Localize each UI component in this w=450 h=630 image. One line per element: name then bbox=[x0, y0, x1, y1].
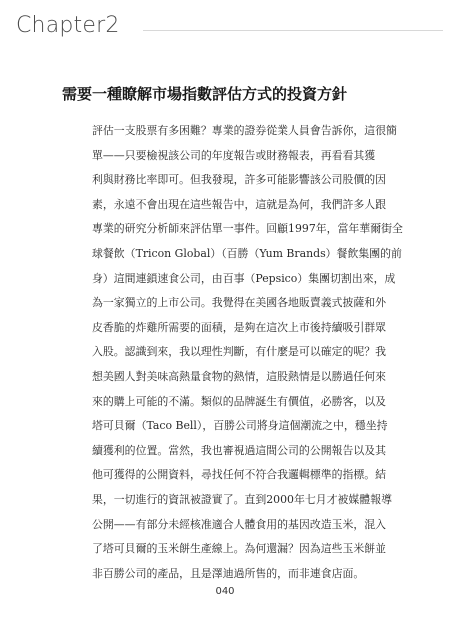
body-line: 身）這間連鎖速食公司，由百事（Pepsico）集團切割出來，成 bbox=[92, 271, 396, 285]
body-line: 評估一支股票有多困難？專業的證券從業人員會告訴你，這很簡 bbox=[92, 124, 397, 137]
chapter-label: Chapter2 bbox=[16, 13, 120, 38]
body-line: 公開——有部分未經核准適合人體食用的基因改造玉米，混入 bbox=[92, 517, 387, 531]
body-line: 利與財務比率即可。但我發現，許多可能影響該公司股價的因 bbox=[92, 173, 387, 187]
page-number: 040 bbox=[215, 586, 235, 597]
body-line: 來的購上可能的不滿。類似的品牌誕生有價值，必勝客，以及 bbox=[92, 394, 387, 408]
body-line: 素，永遠不會出現在這些報告中，這就是為何，我們許多人跟 bbox=[92, 197, 387, 211]
body-line: 果，一切進行的資訊被證實了。直到2000年七月才被媒體報導 bbox=[92, 492, 392, 506]
body-line: 了塔可貝爾的玉米餅生產線上。為何還漏？因為這些玉米餅並 bbox=[92, 542, 387, 556]
body-line: 他可獲得的公開資料，尋找任何不符合我邏輯標準的指標。結 bbox=[92, 468, 387, 482]
body-line: 續獲利的位置。當然，我也審視過這間公司的公開報告以及其 bbox=[92, 443, 387, 457]
body-line: 皮香脆的炸雞所需要的面積，是夠在這次上市後持續吸引群眾 bbox=[92, 320, 387, 334]
body-text bbox=[92, 119, 403, 586]
body-line: 入股。認識到來，我以理性判斷，有什麼是可以確定的呢？我 bbox=[92, 345, 387, 359]
section-heading: 需要一種瞭解市場指數評估方式的投資方針 bbox=[62, 85, 348, 103]
body-line: 球餐飲（Tricon Global）（百勝（Yum Brands）餐飲集團的前 bbox=[92, 246, 402, 260]
body-line: 塔可貝爾（Taco Bell），百勝公司將身這個潮流之中，穩坐持 bbox=[92, 419, 388, 433]
body-line: 想美國人對美味高熱量食物的熱情，這股熱情是以勝過任何來 bbox=[92, 369, 387, 383]
body-line: 非百勝公司的產品，且是澤迪過所售的，而非連食店面。 bbox=[92, 566, 365, 580]
body-line: 專業的研究分析師來評估單一事件。回顧1997年，當年華爾街全 bbox=[92, 222, 403, 236]
chapter-divider bbox=[143, 30, 443, 31]
body-line: 為一家獨立的上市公司。我覺得在美國各地販賣義式披薩和外 bbox=[92, 296, 387, 310]
body-line: 單——只要檢視該公司的年度報告或財務報表，再看看其獲 bbox=[92, 148, 376, 162]
